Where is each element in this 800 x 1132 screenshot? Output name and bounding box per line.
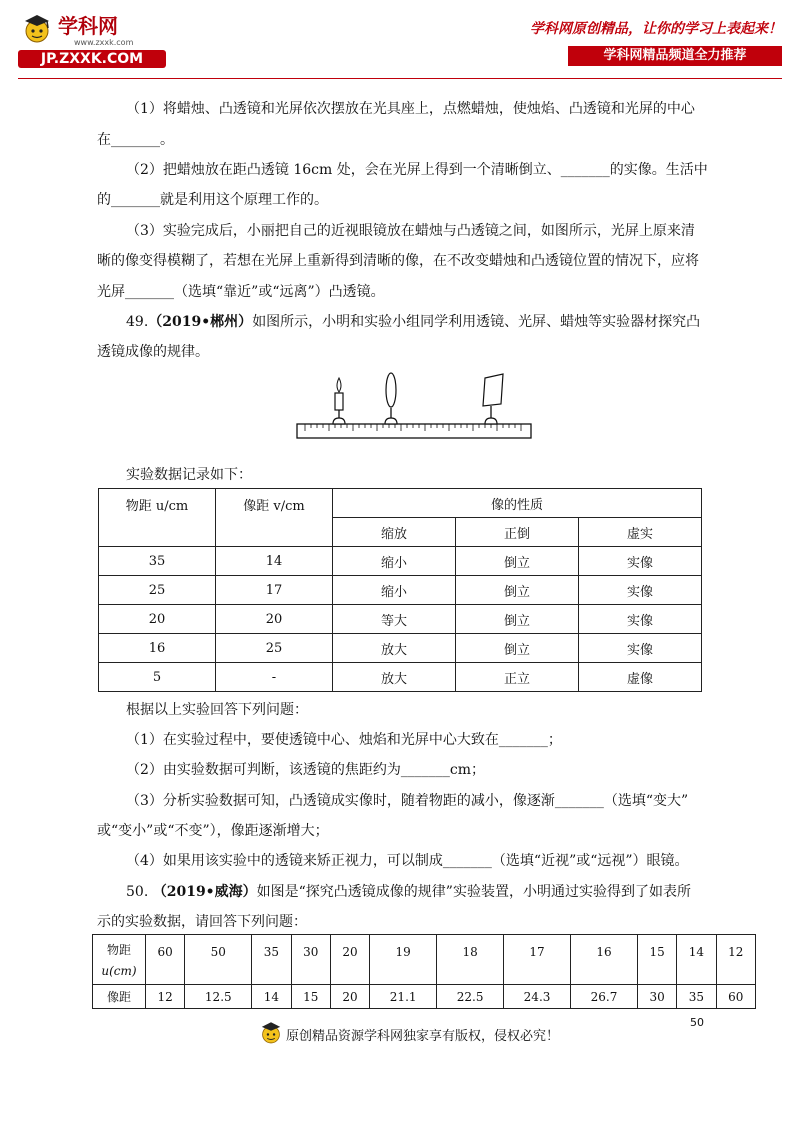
q50-stem-line1: [126, 882, 691, 902]
q49-after: 根据以上实验回答下列问题：: [126, 702, 308, 718]
q49-a3-line1: （3）分析实验数据可知，凸透镜成实像时，随着物距的减小，像逐渐_______（选填“变大”: [126, 793, 689, 809]
table-cell: 虚像: [579, 663, 702, 692]
table-cell: 14: [677, 935, 716, 985]
table-cell: 30: [291, 935, 330, 985]
logo-sub: www.zxxk.com: [74, 38, 134, 47]
bench-rail: [297, 424, 531, 438]
table-cell: 50: [185, 935, 252, 985]
table-cell: 20: [216, 605, 333, 634]
logo-name: 学科网: [58, 14, 118, 38]
mascot-icon: [258, 1020, 284, 1046]
q50-source: （2019•威海）: [152, 884, 257, 900]
row-label-object-distance: [93, 935, 146, 985]
table-cell: 16: [571, 935, 638, 985]
q49-record-label: 实验数据记录如下：: [126, 467, 252, 483]
table-cell: 14: [252, 985, 291, 1009]
q50-stem-line2: 示的实验数据，请回答下列问题：: [97, 914, 307, 930]
table-row: [99, 634, 702, 663]
table-cell: 18: [437, 935, 504, 985]
table-cell: 60: [146, 935, 185, 985]
table-cell: 24.3: [504, 985, 571, 1009]
table-cell: 实像: [579, 547, 702, 576]
table-row: [99, 663, 702, 692]
q49-stem-line1: [126, 312, 700, 332]
table-header-image-distance: 像距 v/cm: [216, 489, 333, 547]
q49-number: 49.: [126, 314, 149, 330]
table-cell: 21.1: [370, 985, 437, 1009]
table-cell: 正立: [456, 663, 579, 692]
optical-bench-figure: [295, 370, 535, 442]
convex-lens-icon: [385, 373, 397, 424]
slogan: 学科网原创精品，让你的学习上表起来！: [530, 21, 782, 37]
q49-a3-line2: 或“变小”或“不变”），像距逐渐增大；: [97, 823, 329, 839]
table-row: [93, 985, 756, 1009]
table-subheader: 缩放: [333, 518, 456, 547]
table-cell: 17: [504, 935, 571, 985]
table-cell: 倒立: [456, 576, 579, 605]
table-cell: 缩小: [333, 547, 456, 576]
table-cell: -: [216, 663, 333, 692]
q48-p3-line1: （3）实验完成后，小丽把自己的近视眼镜放在蜡烛与凸透镜之间，如图所示，光屏上原来清: [126, 223, 695, 239]
q49-stem-line2: 透镜成像的规律。: [97, 344, 209, 360]
header: [0, 0, 800, 80]
q49-a1: （1）在实验过程中，要使透镜中心、烛焰和光屏中心大致在_______；: [126, 732, 562, 748]
table-cell: 等大: [333, 605, 456, 634]
table-cell: 16: [99, 634, 216, 663]
table-header-object-distance: 物距 u/cm: [99, 489, 216, 547]
table-cell: 20: [330, 985, 369, 1009]
q49-a2: （2）由实验数据可判断，该透镜的焦距约为_______cm；: [126, 762, 486, 778]
table-cell: 60: [716, 985, 755, 1009]
table-cell: 倒立: [456, 634, 579, 663]
q49-data-table: [98, 488, 702, 692]
table-cell: 实像: [579, 605, 702, 634]
table-cell: 35: [677, 985, 716, 1009]
q49-stem-text: 如图所示，小明和实验小组同学利用透镜、光屏、蜡烛等实验器材探究凸: [252, 314, 701, 330]
page-number: 50: [690, 1016, 704, 1029]
table-cell: 20: [330, 935, 369, 985]
row-label-text: 物距: [106, 943, 131, 957]
q50-stem-text: 如图是“探究凸透镜成像的规律”实验装置，小明通过实验得到了如表所: [256, 884, 691, 900]
table-row: [93, 935, 756, 985]
table-cell: 25: [99, 576, 216, 605]
table-row: [99, 547, 702, 576]
table-row: [99, 605, 702, 634]
q50-number: 50.: [126, 884, 149, 900]
table-cell: 倒立: [456, 605, 579, 634]
table-cell: 26.7: [571, 985, 638, 1009]
copyright-notice: 原创精品资源学科网独家享有版权，侵权必究！: [286, 1029, 560, 1044]
row-label-unit: u(cm): [101, 964, 137, 978]
table-subheader: 虚实: [579, 518, 702, 547]
table-cell: 22.5: [437, 985, 504, 1009]
header-rule: [18, 78, 782, 79]
mascot-icon: [20, 12, 54, 46]
table-cell: 实像: [579, 576, 702, 605]
q48-p3-line3: 光屏_______（选填“靠近”或“远离”）凸透镜。: [97, 284, 385, 300]
q50-data-table: [92, 934, 756, 1009]
q48-p1-line2: 在_______。: [97, 132, 174, 148]
table-cell: 17: [216, 576, 333, 605]
q49-a4: （4）如果用该实验中的透镜来矫正视力，可以制成_______（选填“近视”或“远视”）眼镜。: [126, 853, 689, 869]
q49-source: （2019•郴州）: [148, 314, 253, 330]
footer: [258, 1018, 598, 1048]
table-cell: 实像: [579, 634, 702, 663]
table-row: [99, 576, 702, 605]
q48-p2-line2: 的_______就是利用这个原理工作的。: [97, 192, 328, 208]
light-screen-icon: [483, 374, 503, 424]
candle-icon: [333, 378, 345, 424]
logo-url: JP.ZXXK.COM: [18, 50, 166, 68]
q48-p2-line1: （2）把蜡烛放在距凸透镜 16cm 处，会在光屏上得到一个清晰倒立、_______的实像。生活中: [126, 162, 708, 178]
table-cell: 12: [716, 935, 755, 985]
table-cell: 15: [637, 935, 676, 985]
table-cell: 35: [252, 935, 291, 985]
table-subheader: 正倒: [456, 518, 579, 547]
table-cell: 14: [216, 547, 333, 576]
table-header-image-nature: 像的性质: [333, 489, 702, 518]
q48-p1-line1: （1）将蜡烛、凸透镜和光屏依次摆放在光具座上，点燃蜡烛，使烛焰、凸透镜和光屏的中心: [126, 101, 695, 117]
table-cell: 19: [370, 935, 437, 985]
table-cell: 25: [216, 634, 333, 663]
table-cell: 15: [291, 985, 330, 1009]
table-cell: 12.5: [185, 985, 252, 1009]
table-cell: 35: [99, 547, 216, 576]
row-label-image-distance: 像距: [93, 985, 146, 1009]
table-cell: 放大: [333, 634, 456, 663]
logo: [18, 12, 168, 72]
table-cell: 20: [99, 605, 216, 634]
table-cell: 缩小: [333, 576, 456, 605]
q48-p3-line2: 晰的像变得模糊了，若想在光屏上重新得到清晰的像，在不改变蜡烛和凸透镜位置的情况下，应将: [97, 253, 699, 269]
table-cell: 30: [637, 985, 676, 1009]
recommend-banner: 学科网精品频道全力推荐: [568, 46, 782, 66]
table-cell: 倒立: [456, 547, 579, 576]
table-cell: 12: [146, 985, 185, 1009]
table-cell: 放大: [333, 663, 456, 692]
table-cell: 5: [99, 663, 216, 692]
